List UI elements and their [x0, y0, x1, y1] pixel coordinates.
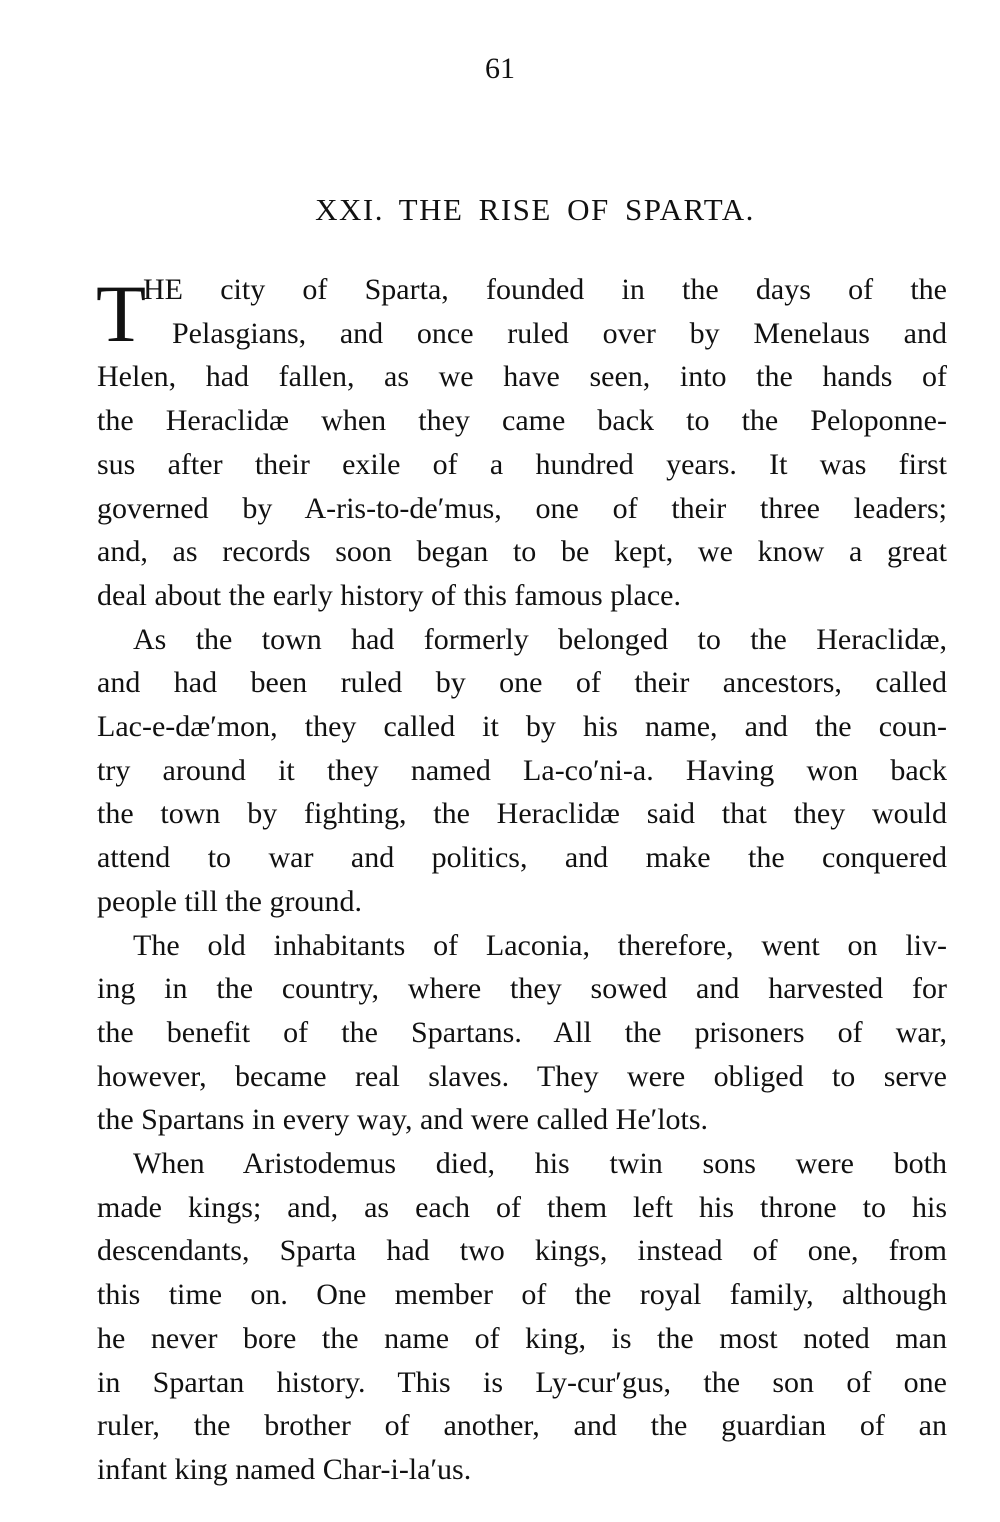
text-line: in Spartan history. This is Ly-cur′gus, the son of one: [97, 1365, 947, 1399]
text-line: and, as records soon began to be kept, we know a great: [97, 535, 947, 569]
text-line: made kings; and, as each of them left his throne to his: [97, 1190, 947, 1224]
text-line: attend to war and politics, and make the conquered: [97, 841, 947, 875]
text-line: descendants, Sparta had two kings, instead of one, from: [97, 1234, 947, 1268]
text-line: the Heraclidæ when they came back to the Peloponne-: [97, 404, 947, 438]
text-line: deal about the early history of this famous place.: [97, 578, 681, 612]
text-line: this time on. One member of the royal family, although: [97, 1278, 947, 1312]
text-line: HE city of Sparta, founded in the days of the: [143, 273, 947, 306]
text-line: governed by A-ris-to-de′mus, one of their three leaders;: [97, 491, 947, 525]
text-line: The old inhabitants of Laconia, therefore, went on liv-: [133, 928, 947, 962]
text-line: As the town had formerly belonged to the Heraclidæ,: [133, 622, 947, 656]
text-line: ing in the country, where they sowed and harvested for: [97, 972, 947, 1006]
text-line: ruler, the brother of another, and the guardian of an: [97, 1409, 947, 1443]
text-line: try around it they named La-co′ni-a. Having won back: [97, 753, 947, 787]
text-line: the Spartans in every way, and were called He′lots.: [97, 1103, 709, 1137]
chapter-title: XXI. THE RISE OF SPARTA.: [315, 192, 755, 227]
text-line: people till the ground.: [97, 884, 362, 918]
text-line: infant king named Char-i-la′us.: [97, 1452, 472, 1486]
text-line: the town by fighting, the Heraclidæ said that they would: [97, 797, 947, 831]
text-line: and had been ruled by one of their ancestors, called: [97, 666, 947, 700]
text-line: however, became real slaves. They were obliged to serve: [97, 1059, 947, 1093]
text-line: Pelasgians, and once ruled over by Menelaus and: [172, 316, 947, 350]
text-line: he never bore the name of king, is the most noted man: [97, 1321, 947, 1355]
drop-cap: T: [96, 268, 147, 359]
text-line: When Aristodemus died, his twin sons were both: [133, 1147, 947, 1180]
text-line: Helen, had fallen, as we have seen, into the hands of: [97, 360, 947, 394]
page-number: 61: [485, 52, 515, 85]
text-line: sus after their exile of a hundred years. It was first: [97, 447, 947, 481]
text-line: the benefit of the Spartans. All the prisoners of war,: [97, 1015, 947, 1049]
text-line: Lac-e-dæ′mon, they called it by his name, and the coun-: [97, 710, 947, 743]
